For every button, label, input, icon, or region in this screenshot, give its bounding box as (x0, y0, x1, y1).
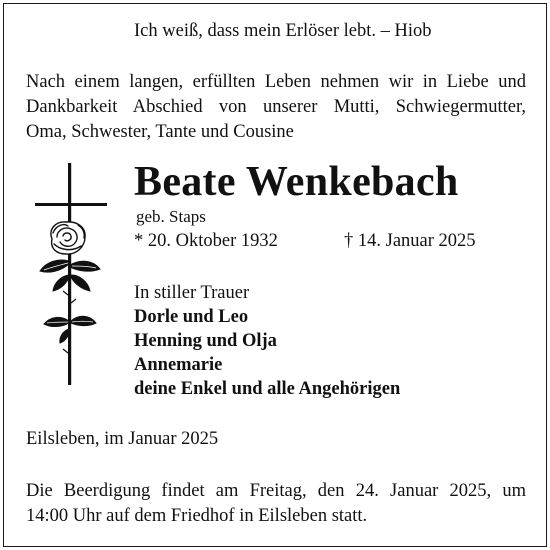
deceased-name: Beate Wenkebach (134, 159, 459, 205)
intro-line: Nach einem langen, erfüllten Leben nehmen wir in Liebe und (26, 72, 526, 92)
funeral-line: Die Beerdigung findet am Freitag, den 24. Januar 2025, um (26, 481, 526, 501)
funeral-line: 14:00 Uhr auf dem Friedhof in Eilsleben statt. (26, 506, 368, 526)
mourner-name: deine Enkel und alle Angehörigen (134, 379, 401, 399)
mourner-name: Dorle und Leo (134, 307, 249, 327)
mourner-name: Annemarie (134, 355, 223, 375)
cross-with-rose-icon (30, 163, 112, 388)
funeral-notice (26, 479, 526, 529)
mourner-name: Henning und Olja (134, 331, 277, 351)
intro-line: Dankbarkeit Abschied von unserer Mutti, Schwiegermutter, (26, 97, 526, 117)
maiden-name: geb. Staps (136, 207, 206, 226)
bible-quote: Ich weiß, dass mein Erlöser lebt. – Hiob (134, 21, 432, 41)
death-date: † 14. Januar 2025 (344, 231, 476, 251)
place-and-date: Eilsleben, im Januar 2025 (26, 429, 219, 449)
intro-line: Oma, Schwester, Tante und Cousine (26, 122, 294, 142)
birth-date: * 20. Oktober 1932 (134, 231, 278, 251)
mourners-intro: In stiller Trauer (134, 283, 250, 303)
intro-text (26, 70, 526, 145)
mourners-block (134, 281, 400, 401)
